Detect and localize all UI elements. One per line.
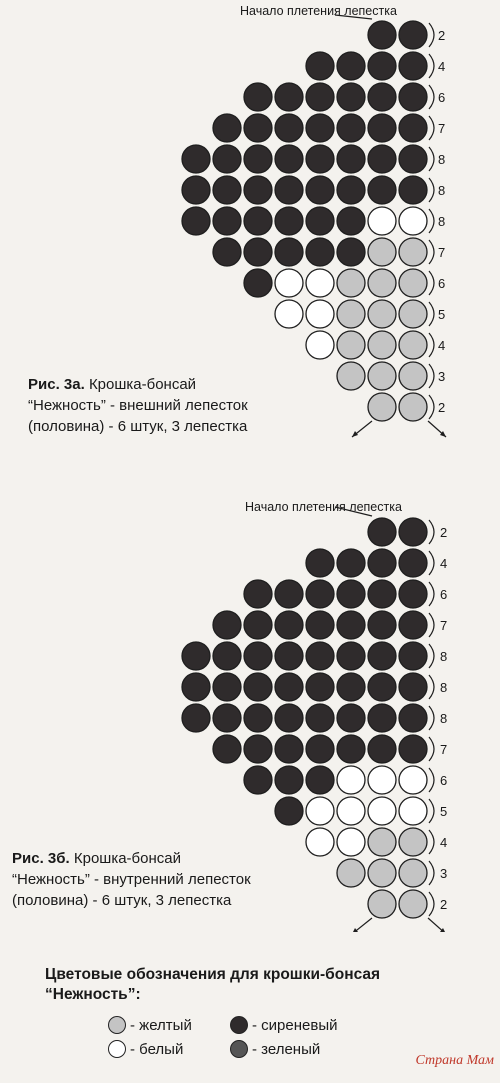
row-number: 7 bbox=[440, 618, 448, 633]
caption-outer bbox=[28, 374, 358, 437]
thread-arc bbox=[429, 240, 434, 264]
yellow-bead-icon bbox=[108, 1016, 126, 1034]
bead bbox=[213, 642, 241, 670]
bead bbox=[368, 766, 396, 794]
bead bbox=[337, 207, 365, 235]
bead bbox=[399, 145, 427, 173]
row-number: 7 bbox=[438, 121, 446, 136]
bead bbox=[399, 207, 427, 235]
lilac-bead-icon bbox=[230, 1016, 248, 1034]
bead bbox=[213, 735, 241, 763]
row-number: 6 bbox=[438, 90, 446, 105]
row-number: 5 bbox=[438, 307, 446, 322]
row-number: 6 bbox=[438, 276, 446, 291]
bead bbox=[306, 673, 334, 701]
thread-arc bbox=[429, 830, 434, 854]
bead bbox=[306, 611, 334, 639]
watermark: Страна Мам bbox=[415, 1053, 494, 1068]
bead bbox=[337, 300, 365, 328]
bead bbox=[368, 859, 396, 887]
bead bbox=[368, 114, 396, 142]
bead bbox=[213, 673, 241, 701]
figure-number: Рис. 3б. bbox=[12, 850, 70, 867]
bead bbox=[368, 207, 396, 235]
bead bbox=[368, 176, 396, 204]
bead bbox=[337, 145, 365, 173]
bead bbox=[399, 673, 427, 701]
bead bbox=[213, 114, 241, 142]
thread-arc bbox=[429, 209, 434, 233]
bead bbox=[337, 611, 365, 639]
row-number: 2 bbox=[440, 525, 448, 540]
thread-arc bbox=[429, 116, 434, 140]
bead bbox=[399, 114, 427, 142]
bead bbox=[337, 642, 365, 670]
bead bbox=[306, 766, 334, 794]
bead bbox=[213, 145, 241, 173]
bead bbox=[399, 331, 427, 359]
bead bbox=[337, 269, 365, 297]
bead bbox=[182, 207, 210, 235]
bead bbox=[244, 642, 272, 670]
row-number: 8 bbox=[440, 711, 448, 726]
row-number: 8 bbox=[440, 649, 448, 664]
bead bbox=[399, 766, 427, 794]
thread-arc bbox=[429, 861, 434, 885]
legend-title-line1: Цветовые обозначения для крошки-бонсая bbox=[45, 966, 381, 983]
thread-arc bbox=[429, 520, 434, 544]
bead bbox=[244, 580, 272, 608]
thread-arc bbox=[429, 768, 434, 792]
bead bbox=[399, 300, 427, 328]
bead bbox=[244, 83, 272, 111]
bead bbox=[275, 238, 303, 266]
bead bbox=[244, 145, 272, 173]
thread-arc bbox=[429, 395, 434, 419]
bead bbox=[368, 83, 396, 111]
caption-line3: (половина) - 6 штук, 3 лепестка bbox=[12, 892, 232, 909]
bead bbox=[306, 704, 334, 732]
row-number: 2 bbox=[438, 400, 446, 415]
bead bbox=[337, 673, 365, 701]
bead bbox=[306, 176, 334, 204]
bead bbox=[368, 238, 396, 266]
row-number: 8 bbox=[438, 183, 446, 198]
bead bbox=[244, 114, 272, 142]
bead bbox=[399, 735, 427, 763]
bead bbox=[399, 518, 427, 546]
bead bbox=[368, 393, 396, 421]
row-number: 4 bbox=[440, 556, 448, 571]
row-number: 8 bbox=[438, 214, 446, 229]
bead bbox=[306, 549, 334, 577]
caption-line1: Крошка-бонсай bbox=[73, 850, 181, 867]
bead bbox=[306, 145, 334, 173]
bead bbox=[182, 704, 210, 732]
bead bbox=[337, 580, 365, 608]
legend-item-green bbox=[230, 1040, 320, 1058]
bead bbox=[368, 704, 396, 732]
bead bbox=[244, 704, 272, 732]
bead bbox=[306, 300, 334, 328]
white-bead-icon bbox=[108, 1040, 126, 1058]
bead bbox=[306, 114, 334, 142]
bead bbox=[368, 21, 396, 49]
bead bbox=[368, 52, 396, 80]
bead bbox=[244, 207, 272, 235]
row-number: 4 bbox=[440, 835, 448, 850]
bead bbox=[275, 176, 303, 204]
bead bbox=[368, 362, 396, 390]
bead bbox=[244, 766, 272, 794]
legend-title-line2: “Нежность”: bbox=[45, 986, 141, 1003]
legend-label: - сиреневый bbox=[252, 1016, 338, 1034]
thread-arc bbox=[429, 892, 434, 916]
bead bbox=[337, 52, 365, 80]
bead bbox=[244, 673, 272, 701]
bead bbox=[337, 766, 365, 794]
row-number: 7 bbox=[440, 742, 448, 757]
legend-item-white bbox=[108, 1040, 183, 1058]
start-label: Начало плетения лепестка bbox=[240, 4, 397, 18]
bead bbox=[182, 642, 210, 670]
bead bbox=[399, 83, 427, 111]
bead bbox=[213, 611, 241, 639]
thread-arc bbox=[429, 582, 434, 606]
bead bbox=[275, 83, 303, 111]
row-number: 2 bbox=[438, 28, 446, 43]
start-label: Начало плетения лепестка bbox=[245, 500, 402, 514]
legend-item-lilac bbox=[230, 1016, 337, 1034]
thread-arc bbox=[429, 799, 434, 823]
bead bbox=[182, 176, 210, 204]
bead bbox=[275, 704, 303, 732]
thread-arc bbox=[429, 271, 434, 295]
bead bbox=[275, 580, 303, 608]
bead bbox=[368, 642, 396, 670]
row-number: 3 bbox=[440, 866, 448, 881]
row-number: 7 bbox=[438, 245, 446, 260]
thread-arc bbox=[429, 737, 434, 761]
bead bbox=[399, 549, 427, 577]
bead bbox=[213, 207, 241, 235]
legend-label: - желтый bbox=[130, 1016, 192, 1034]
bead bbox=[306, 580, 334, 608]
bead bbox=[337, 331, 365, 359]
row-number: 5 bbox=[440, 804, 448, 819]
row-number: 3 bbox=[438, 369, 446, 384]
bead bbox=[182, 145, 210, 173]
bead bbox=[275, 300, 303, 328]
bead bbox=[337, 797, 365, 825]
bead bbox=[368, 735, 396, 763]
bead bbox=[399, 52, 427, 80]
bead bbox=[275, 269, 303, 297]
bead bbox=[213, 704, 241, 732]
bead bbox=[244, 176, 272, 204]
bead bbox=[244, 735, 272, 763]
bead bbox=[275, 797, 303, 825]
bead bbox=[275, 114, 303, 142]
bead bbox=[399, 176, 427, 204]
bead bbox=[399, 890, 427, 918]
caption-line2: “Нежность” - внутренний лепесток bbox=[12, 871, 251, 888]
bead bbox=[368, 331, 396, 359]
thread-arc bbox=[429, 23, 434, 47]
bead bbox=[337, 114, 365, 142]
bead bbox=[306, 797, 334, 825]
legend-label: - белый bbox=[130, 1040, 184, 1058]
row-number: 6 bbox=[440, 773, 448, 788]
bead bbox=[275, 611, 303, 639]
thread-arc bbox=[429, 85, 434, 109]
caption-line3: (половина) - 6 штук, 3 лепестка bbox=[28, 418, 248, 435]
bead bbox=[368, 828, 396, 856]
thread-arc bbox=[429, 644, 434, 668]
thread-arc bbox=[429, 364, 434, 388]
bead bbox=[368, 269, 396, 297]
figure-number: Рис. 3а. bbox=[28, 376, 85, 393]
bead bbox=[368, 797, 396, 825]
caption-line1: Крошка-бонсай bbox=[88, 376, 197, 393]
bead bbox=[337, 83, 365, 111]
bead bbox=[306, 642, 334, 670]
thread-arc bbox=[429, 54, 434, 78]
bead bbox=[368, 673, 396, 701]
bead bbox=[306, 735, 334, 763]
bead bbox=[275, 145, 303, 173]
bead bbox=[399, 704, 427, 732]
bead bbox=[399, 362, 427, 390]
row-number: 4 bbox=[438, 338, 446, 353]
bead bbox=[337, 238, 365, 266]
thread-arc bbox=[429, 551, 434, 575]
thread-arc bbox=[429, 178, 434, 202]
bead bbox=[399, 238, 427, 266]
thread-arc bbox=[429, 706, 434, 730]
row-number: 2 bbox=[440, 897, 448, 912]
bead bbox=[399, 642, 427, 670]
bead bbox=[368, 611, 396, 639]
bead bbox=[244, 611, 272, 639]
bead bbox=[306, 207, 334, 235]
thread-arc bbox=[429, 333, 434, 357]
row-number: 8 bbox=[438, 152, 446, 167]
bead bbox=[399, 21, 427, 49]
bead bbox=[213, 238, 241, 266]
row-number: 8 bbox=[440, 680, 448, 695]
diagram-inner-petal bbox=[0, 492, 500, 932]
thread-arc bbox=[429, 613, 434, 637]
bead bbox=[399, 393, 427, 421]
bead bbox=[275, 642, 303, 670]
bead bbox=[337, 176, 365, 204]
bead bbox=[399, 269, 427, 297]
bead bbox=[368, 580, 396, 608]
bead bbox=[399, 797, 427, 825]
bead bbox=[306, 52, 334, 80]
thread-arc bbox=[429, 675, 434, 699]
bead bbox=[306, 269, 334, 297]
bead bbox=[244, 269, 272, 297]
bead bbox=[275, 207, 303, 235]
legend-label: - зеленый bbox=[252, 1040, 321, 1058]
row-number: 4 bbox=[438, 59, 446, 74]
bead bbox=[337, 704, 365, 732]
bead bbox=[213, 176, 241, 204]
bead bbox=[337, 549, 365, 577]
bead bbox=[368, 549, 396, 577]
bead bbox=[275, 766, 303, 794]
thread-arrows bbox=[352, 918, 446, 932]
bead bbox=[337, 735, 365, 763]
bead bbox=[306, 238, 334, 266]
legend-item-yellow bbox=[108, 1016, 192, 1034]
bead bbox=[368, 145, 396, 173]
diagram-outer-petal bbox=[0, 0, 500, 470]
thread-arc bbox=[429, 302, 434, 326]
bead bbox=[399, 859, 427, 887]
bead bbox=[399, 828, 427, 856]
thread-arc bbox=[429, 147, 434, 171]
bead bbox=[399, 580, 427, 608]
bead bbox=[368, 518, 396, 546]
caption-line2: “Нежность” - внешний лепесток bbox=[28, 397, 248, 414]
bead bbox=[275, 735, 303, 763]
bead bbox=[368, 890, 396, 918]
bead bbox=[275, 673, 303, 701]
bead bbox=[182, 673, 210, 701]
bead bbox=[244, 238, 272, 266]
caption-inner bbox=[12, 848, 342, 911]
bead bbox=[368, 300, 396, 328]
bead bbox=[306, 83, 334, 111]
legend-title bbox=[45, 965, 485, 1005]
row-number: 6 bbox=[440, 587, 448, 602]
bead bbox=[399, 611, 427, 639]
thread-arrows bbox=[352, 421, 446, 437]
green-bead-icon bbox=[230, 1040, 248, 1058]
bead bbox=[306, 331, 334, 359]
